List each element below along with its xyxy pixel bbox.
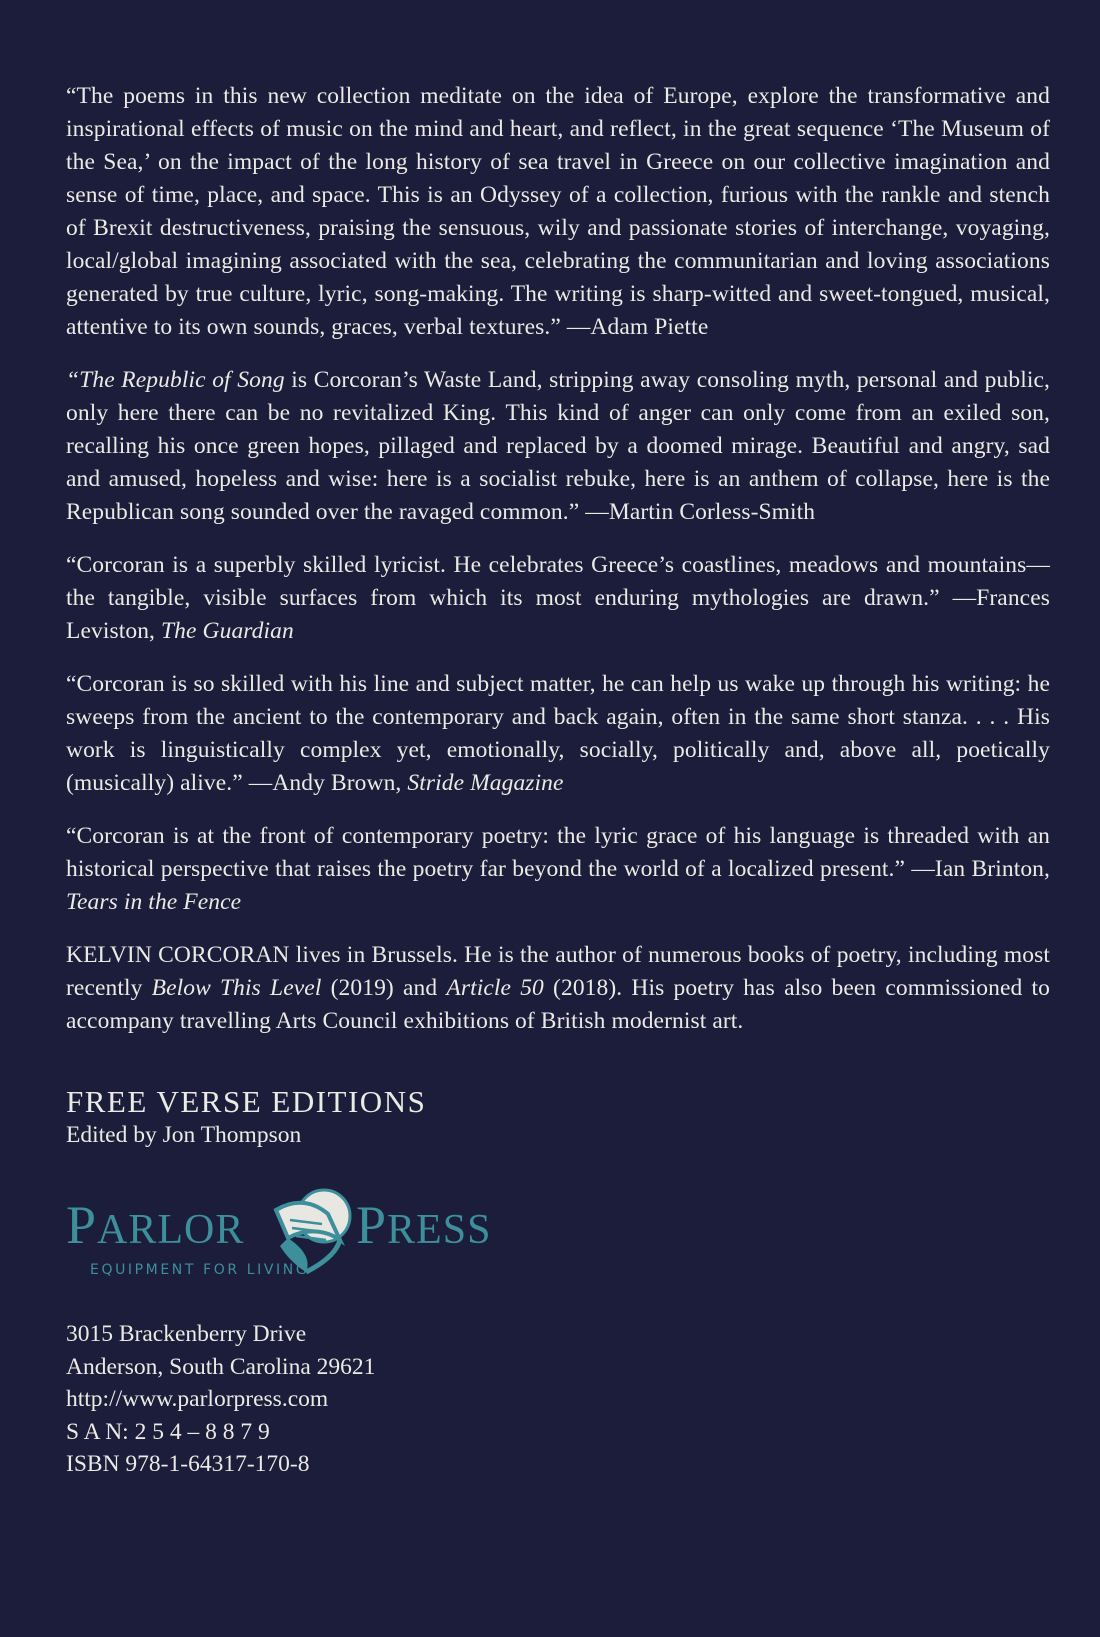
series-editor: Edited by Jon Thompson (66, 1122, 302, 1148)
blurb-text: “Corcoran is at the front of contemporary poetry: the lyric grace of his language is threaded with an historical perspective that raises the poetry far beyond the world of a localized present.” —Ian Brinton, (66, 823, 1050, 882)
isbn-number: ISBN 978-1-64317-170-8 (66, 1451, 310, 1477)
bio-text: (2019) and (321, 975, 447, 1001)
san-number: S A N: 2 5 4 – 8 8 7 9 (66, 1418, 270, 1445)
publisher-address (66, 1318, 1050, 1481)
bio-text: KELVIN CORCORAN lives in Brussels. He is the author of numerous books of poetry, including most recently (66, 942, 1050, 1001)
bio-book-title: Below This Level (151, 975, 322, 1001)
logo-word-parlor: PARLOR (66, 1195, 245, 1255)
series-title: FREE VERSE EDITIONS (66, 1084, 427, 1119)
blurb-text: “Corcoran is so skilled with his line and subject matter, he can help us wake up through his writing: he sweeps from the ancient to the contemporary and back again, often in the same short stanza. . . . His work is linguistically complex yet, emotionally, socially, politically and, above all, poetically (musically) alive.” —Andy Brown, (66, 671, 1050, 796)
blurb-source: Tears in the Fence (66, 889, 242, 915)
publisher-url: http://www.parlorpress.com (66, 1386, 329, 1412)
author-bio (66, 939, 1050, 1038)
blurb-frances-leviston (66, 549, 1050, 648)
parlor-press-logo (66, 1180, 526, 1290)
blurb-source: The Guardian (161, 618, 294, 644)
blurb-ian-brinton (66, 820, 1050, 919)
bio-text: (2018). His poetry has also been commissioned to accompany travelling Arts Council exhibitions of British modernist art. (66, 975, 1050, 1034)
logo-word-press: PRESS (356, 1195, 492, 1255)
address-city: Anderson, South Carolina 29621 (66, 1353, 376, 1380)
address-street: 3015 Brackenberry Drive (66, 1321, 307, 1347)
bio-book-title: Article 50 (446, 975, 544, 1001)
blurb-text: is Corcoran’s Waste Land, stripping away consoling myth, personal and public, only here there can be no revitalized King. This kind of anger can only come from an exiled son, recalling his once green hopes, pillaged and replaced by a doomed mirage. Beautiful and angry, sad and amused, hopeless and wise: here is a socialist rebuke, here is an anthem of collapse, here is the Republican song sounded over the ravaged common.” —Martin Corless-Smith (66, 367, 1050, 525)
blurb-martin-corless-smith (66, 364, 1050, 529)
blurb-andy-brown (66, 668, 1050, 800)
blurb-text: “Corcoran is a superbly skilled lyricist. He celebrates Greece’s coastlines, meadows and mountains—the tangible, visible surfaces from which its most enduring mythologies are drawn.” —Frances Leviston, (66, 552, 1050, 644)
blurb-source: Stride Magazine (407, 770, 564, 796)
blurb-book-title: “The Republic of Song (66, 367, 285, 393)
blurb-adam-piette (66, 80, 1050, 344)
logo-tagline: EQUIPMENT FOR LIVING (90, 1262, 310, 1278)
blurb-text: “The poems in this new collection meditate on the idea of Europe, explore the transformative and inspirational effects of music on the mind and heart, and reflect, in the great sequence ‘The Museum of the Sea,’ on the impact of the long history of sea travel in Greece on our collective imagination and sense of time, place, and space. This is an Odyssey of a collection, furious with the rankle and stench of Brexit destructiveness, praising the sensuous, wily and passionate stories of interchange, voyaging, local/global imagining associated with the sea, celebrating the communitarian and loving associations generated by true culture, lyric, song-making. The writing is sharp-witted and sweet-tongued, musical, attentive to its own sounds, graces, verbal textures.” —Adam Piette (66, 83, 1050, 340)
